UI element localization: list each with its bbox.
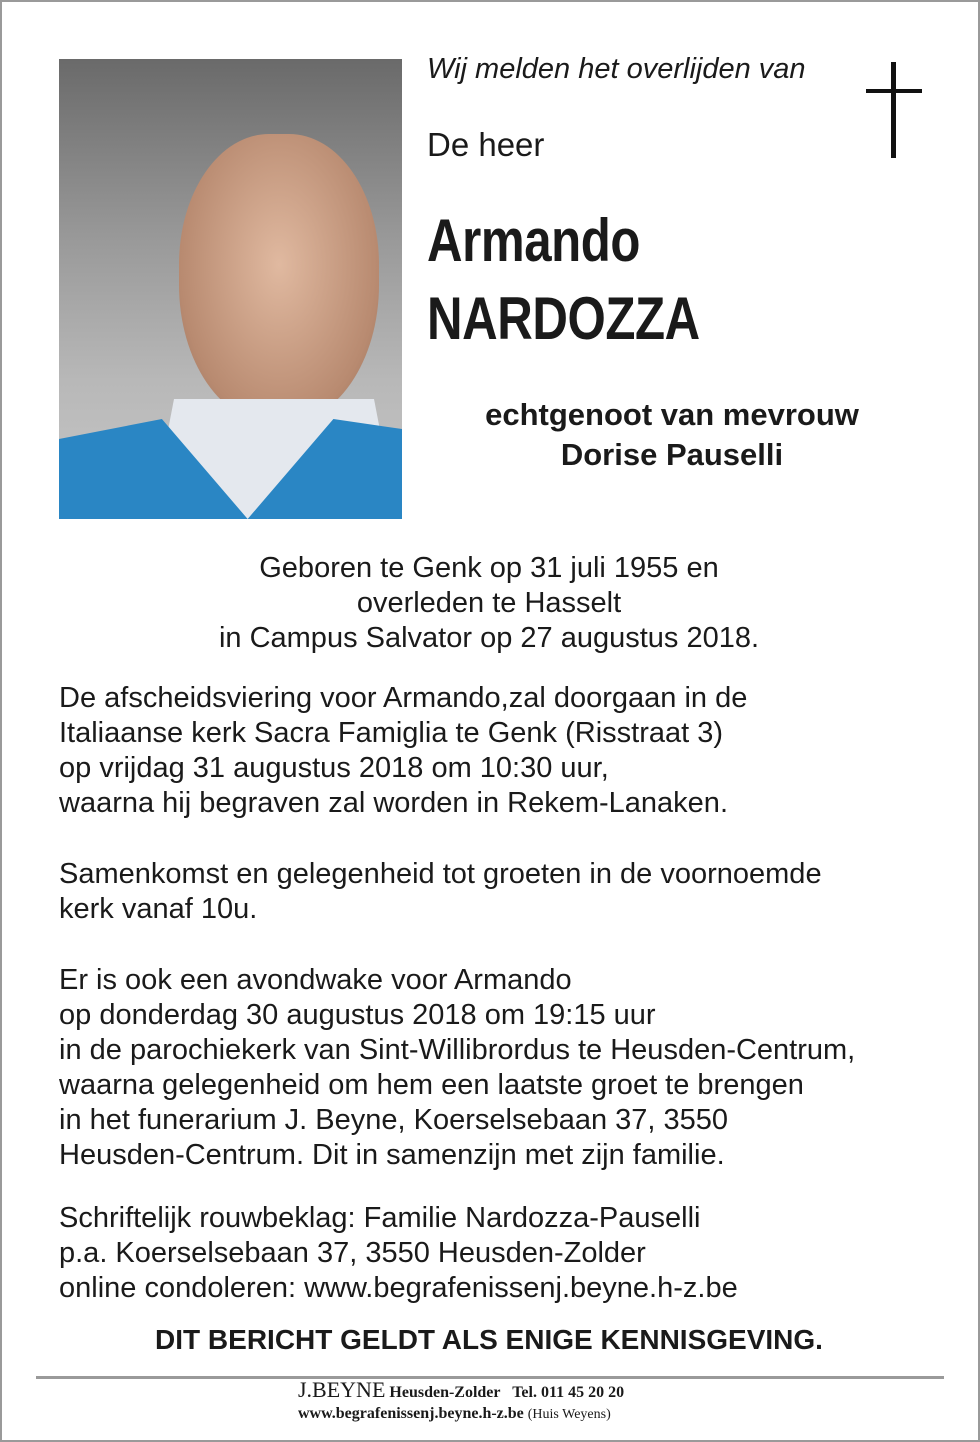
portrait-photo — [59, 59, 402, 519]
funeral-home-note: (Huis Weyens) — [527, 1407, 611, 1422]
funeral-home-brand: J.BEYNE — [298, 1377, 386, 1402]
birth-death-line: in Campus Salvator op 27 augustus 2018. — [218, 622, 760, 654]
condolence-line: p.a. Koerselsebaan 37, 3550 Heusden-Zolder — [59, 1237, 646, 1269]
wake-line: Heusden-Centrum. Dit in samenzijn met zijn familie. — [59, 1139, 725, 1171]
gathering-line: Samenkomst en gelegenheid tot groeten in de voornoemde — [59, 858, 822, 890]
spouse-line-2: Dorise Pauselli — [560, 437, 784, 472]
spouse-line-1: echtgenoot van mevrouw — [485, 397, 859, 432]
first-name: Armando — [427, 207, 641, 274]
ceremony-line: waarna hij begraven zal worden in Rekem-Lanaken. — [59, 787, 728, 819]
wake-line: in het funerarium J. Beyne, Koerselsebaan 37, 3550 — [59, 1104, 729, 1136]
cross-icon — [866, 62, 922, 158]
wake-line: waarna gelegenheid om hem een laatste groet te brengen — [59, 1069, 804, 1101]
wake-line: Er is ook een avondwake voor Armando — [59, 964, 572, 996]
birth-death-line: Geboren te Genk op 31 juli 1955 en — [259, 552, 719, 584]
funeral-home-website: www.begrafenissenj.beyne.h-z.be — [298, 1405, 524, 1422]
ceremony-line: Italiaanse kerk Sacra Famiglia te Genk (Risstraat 3) — [59, 717, 724, 749]
salutation: De heer — [427, 126, 545, 163]
funeral-home-location: Heusden-Zolder — [389, 1384, 501, 1401]
intro-text: Wij melden het overlijden van — [427, 53, 806, 85]
last-name: NARDOZZA — [427, 285, 700, 352]
birth-death-line: overleden te Hasselt — [356, 587, 622, 619]
funeral-home-phone: Tel. 011 45 20 20 — [512, 1384, 625, 1401]
gathering-line: kerk vanaf 10u. — [59, 893, 258, 925]
condolence-website: online condoleren: www.begrafenissenj.beyne.h-z.be — [59, 1272, 738, 1304]
wake-line: op donderdag 30 augustus 2018 om 19:15 uur — [59, 999, 656, 1031]
footer-line-2 — [298, 1405, 611, 1423]
wake-line: in de parochiekerk van Sint-Willibrordus te Heusden-Centrum, — [59, 1034, 856, 1066]
footer-line-1 — [298, 1377, 625, 1402]
ceremony-line: op vrijdag 31 augustus 2018 om 10:30 uur, — [59, 752, 609, 784]
portrait-face — [179, 134, 379, 424]
final-notice: DIT BERICHT GELDT ALS ENIGE KENNISGEVING. — [155, 1324, 823, 1355]
ceremony-line: De afscheidsviering voor Armando,zal doorgaan in de — [59, 682, 748, 714]
condolence-line: Schriftelijk rouwbeklag: Familie Nardozza-Pauselli — [59, 1202, 701, 1234]
footer-divider — [36, 1376, 944, 1379]
